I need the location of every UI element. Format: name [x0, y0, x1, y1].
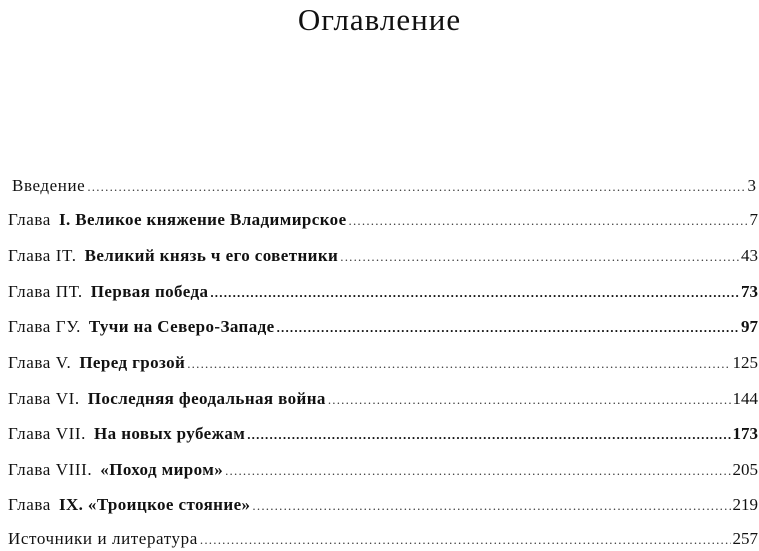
toc-entry-chapter-7 — [8, 423, 758, 446]
toc-page-number: 173 — [732, 424, 758, 443]
toc-entry-title: Великий князь ч его советники — [84, 246, 339, 265]
toc-entry-chapter-8 — [8, 459, 758, 482]
dot-leader — [252, 495, 730, 517]
toc-entry-label: Введение — [12, 176, 86, 195]
toc-entry-title: На новых рубежам — [94, 424, 246, 443]
dot-leader — [210, 282, 739, 304]
toc-entry-label: Глава — [8, 495, 51, 514]
toc-entry-chapter-2 — [8, 245, 758, 268]
toc-entry-title: «Поход миром» — [100, 460, 224, 479]
toc-page-number: 43 — [741, 246, 758, 265]
toc-page-number: 219 — [732, 495, 758, 514]
toc-entry-chapter-9 — [8, 494, 758, 517]
dot-leader — [200, 529, 731, 551]
toc-entry-chapter-3 — [8, 281, 758, 304]
dot-leader — [349, 210, 748, 232]
toc-page-number: 7 — [749, 210, 758, 229]
toc-entry-label: Глава V. — [8, 353, 72, 372]
toc-entry-sources — [8, 528, 758, 551]
dot-leader — [328, 389, 731, 411]
dot-leader — [277, 317, 739, 339]
toc-page-number: 257 — [732, 529, 758, 548]
page-title: Оглавление — [297, 2, 462, 37]
toc-entry-chapter-4 — [8, 316, 758, 339]
dot-leader — [247, 424, 730, 446]
dot-leader — [87, 176, 745, 198]
toc-entry-title: I. Великое княжение Владимирское — [58, 210, 347, 229]
toc-entry-label: Глава ГУ. — [8, 317, 81, 336]
toc-entry-label: Глава VI. — [8, 389, 80, 408]
toc-entry-label: Глава IT. — [8, 246, 77, 265]
toc-entry-chapter-1 — [8, 209, 758, 232]
toc-entry-title: Тучи на Северо-Западе — [88, 317, 275, 336]
toc-entry-title: Первая победа — [90, 282, 209, 301]
toc-entry-intro — [12, 175, 756, 198]
toc-entry-chapter-6 — [8, 388, 758, 411]
dot-leader — [340, 246, 739, 268]
toc-entry-label: Источники и литература — [8, 529, 198, 548]
toc-page-number: 205 — [732, 460, 758, 479]
toc-entry-chapter-5 — [8, 352, 758, 375]
toc-page-number: 3 — [747, 176, 756, 195]
toc-page-number: 125 — [732, 353, 758, 372]
toc-page-number: 73 — [741, 282, 758, 301]
dot-leader — [187, 353, 730, 375]
toc-entry-label: Глава — [8, 210, 51, 229]
toc-entry-title: IX. «Троицкое стояние» — [58, 495, 251, 514]
toc-entry-label: Глава ПТ. — [8, 282, 83, 301]
toc-entry-title: Последняя феодальная война — [87, 389, 326, 408]
toc-entry-label: Глава VIII. — [8, 460, 93, 479]
toc-page-number: 144 — [732, 389, 758, 408]
toc-entry-title: Перед грозой — [79, 353, 186, 372]
toc-page-number: 97 — [741, 317, 758, 336]
toc-entry-label: Глава VII. — [8, 424, 87, 443]
dot-leader — [225, 460, 730, 482]
